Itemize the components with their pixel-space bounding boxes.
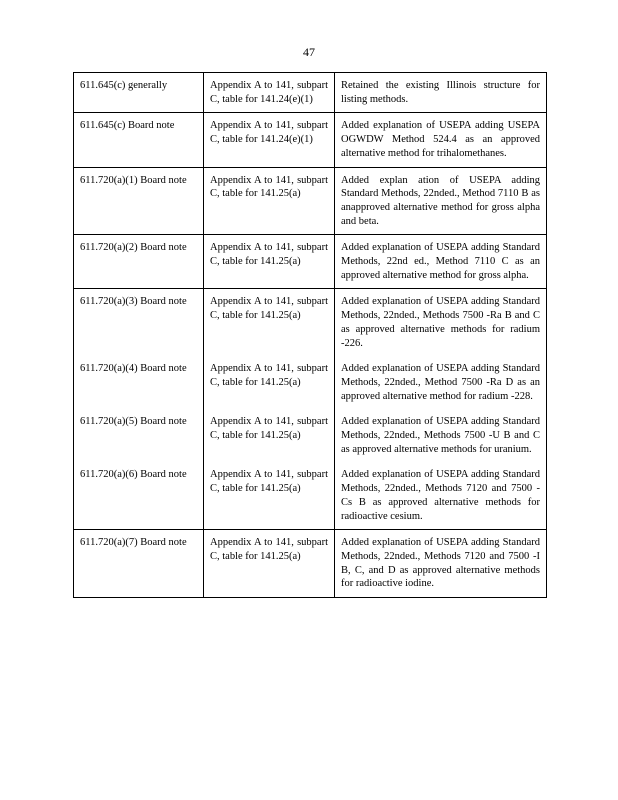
section-cell: 611.720(a)(3) Board note [74,289,204,356]
reference-cell: Appendix A to 141, subpart C, table for 141.25(a) [204,462,335,529]
reference-cell: Appendix A to 141, subpart C, table for 141.24(e)(1) [204,73,335,113]
table-row [74,235,547,289]
reference-cell: Appendix A to 141, subpart C, table for 141.24(e)(1) [204,113,335,167]
reference-cell: Appendix A to 141, subpart C, table for 141.25(a) [204,409,335,462]
table-row [74,73,547,113]
section-cell: 611.720(a)(6) Board note [74,462,204,529]
explanation-cell: Added explanation of USEPA adding Standard Methods, 22nded., Methods 7120 and 7500 -I B, C, and D as approved alternative methods for radioactive iodine. [335,530,547,598]
reference-cell: Appendix A to 141, subpart C, table for 141.25(a) [204,356,335,409]
reference-cell: Appendix A to 141, subpart C, table for 141.25(a) [204,167,335,235]
section-cell: 611.720(a)(1) Board note [74,167,204,235]
explanation-cell: Retained the existing Illinois structure for listing methods. [335,73,547,113]
reference-cell: Appendix A to 141, subpart C, table for 141.25(a) [204,235,335,289]
page-number: 47 [303,45,315,59]
explanation-cell: Added explanation of USEPA adding USEPA OGWDW Method 524.4 as an approved alternative method for trihalomethanes. [335,113,547,167]
section-cell: 611.720(a)(2) Board note [74,235,204,289]
regulation-table [73,72,547,598]
table-row [74,462,547,529]
table-row [74,167,547,235]
explanation-cell: Added explanation of USEPA adding Standard Methods, 22nded., Methods 7500 -Ra B and C as approved alternative methods for radium -226. [335,289,547,356]
section-cell: 611.720(a)(4) Board note [74,356,204,409]
table-row [74,289,547,356]
table-row [74,409,547,462]
section-cell: 611.720(a)(5) Board note [74,409,204,462]
explanation-cell: Added explan ation of USEPA adding Standard Methods, 22nded., Method 7110 B as anapproved alternative method for gross alpha and beta. [335,167,547,235]
reference-cell: Appendix A to 141, subpart C, table for 141.25(a) [204,530,335,598]
section-cell: 611.645(c) generally [74,73,204,113]
explanation-cell: Added explanation of USEPA adding Standard Methods, 22nded., Methods 7500 -U B and C as approved alternative methods for uranium. [335,409,547,462]
table-row [74,113,547,167]
section-cell: 611.645(c) Board note [74,113,204,167]
section-cell: 611.720(a)(7) Board note [74,530,204,598]
explanation-cell: Added explanation of USEPA adding Standard Methods, 22nded., Methods 7120 and 7500 -Cs B as approved alternative methods for radioactive cesium. [335,462,547,529]
table-row [74,530,547,598]
table-row [74,356,547,409]
explanation-cell: Added explanation of USEPA adding Standard Methods, 22nded., Method 7500 -Ra D as an approved alternative method for radium -228. [335,356,547,409]
reference-cell: Appendix A to 141, subpart C, table for 141.25(a) [204,289,335,356]
explanation-cell: Added explanation of USEPA adding Standard Methods, 22nd ed., Method 7110 C as an approved alternative method for gross alpha. [335,235,547,289]
